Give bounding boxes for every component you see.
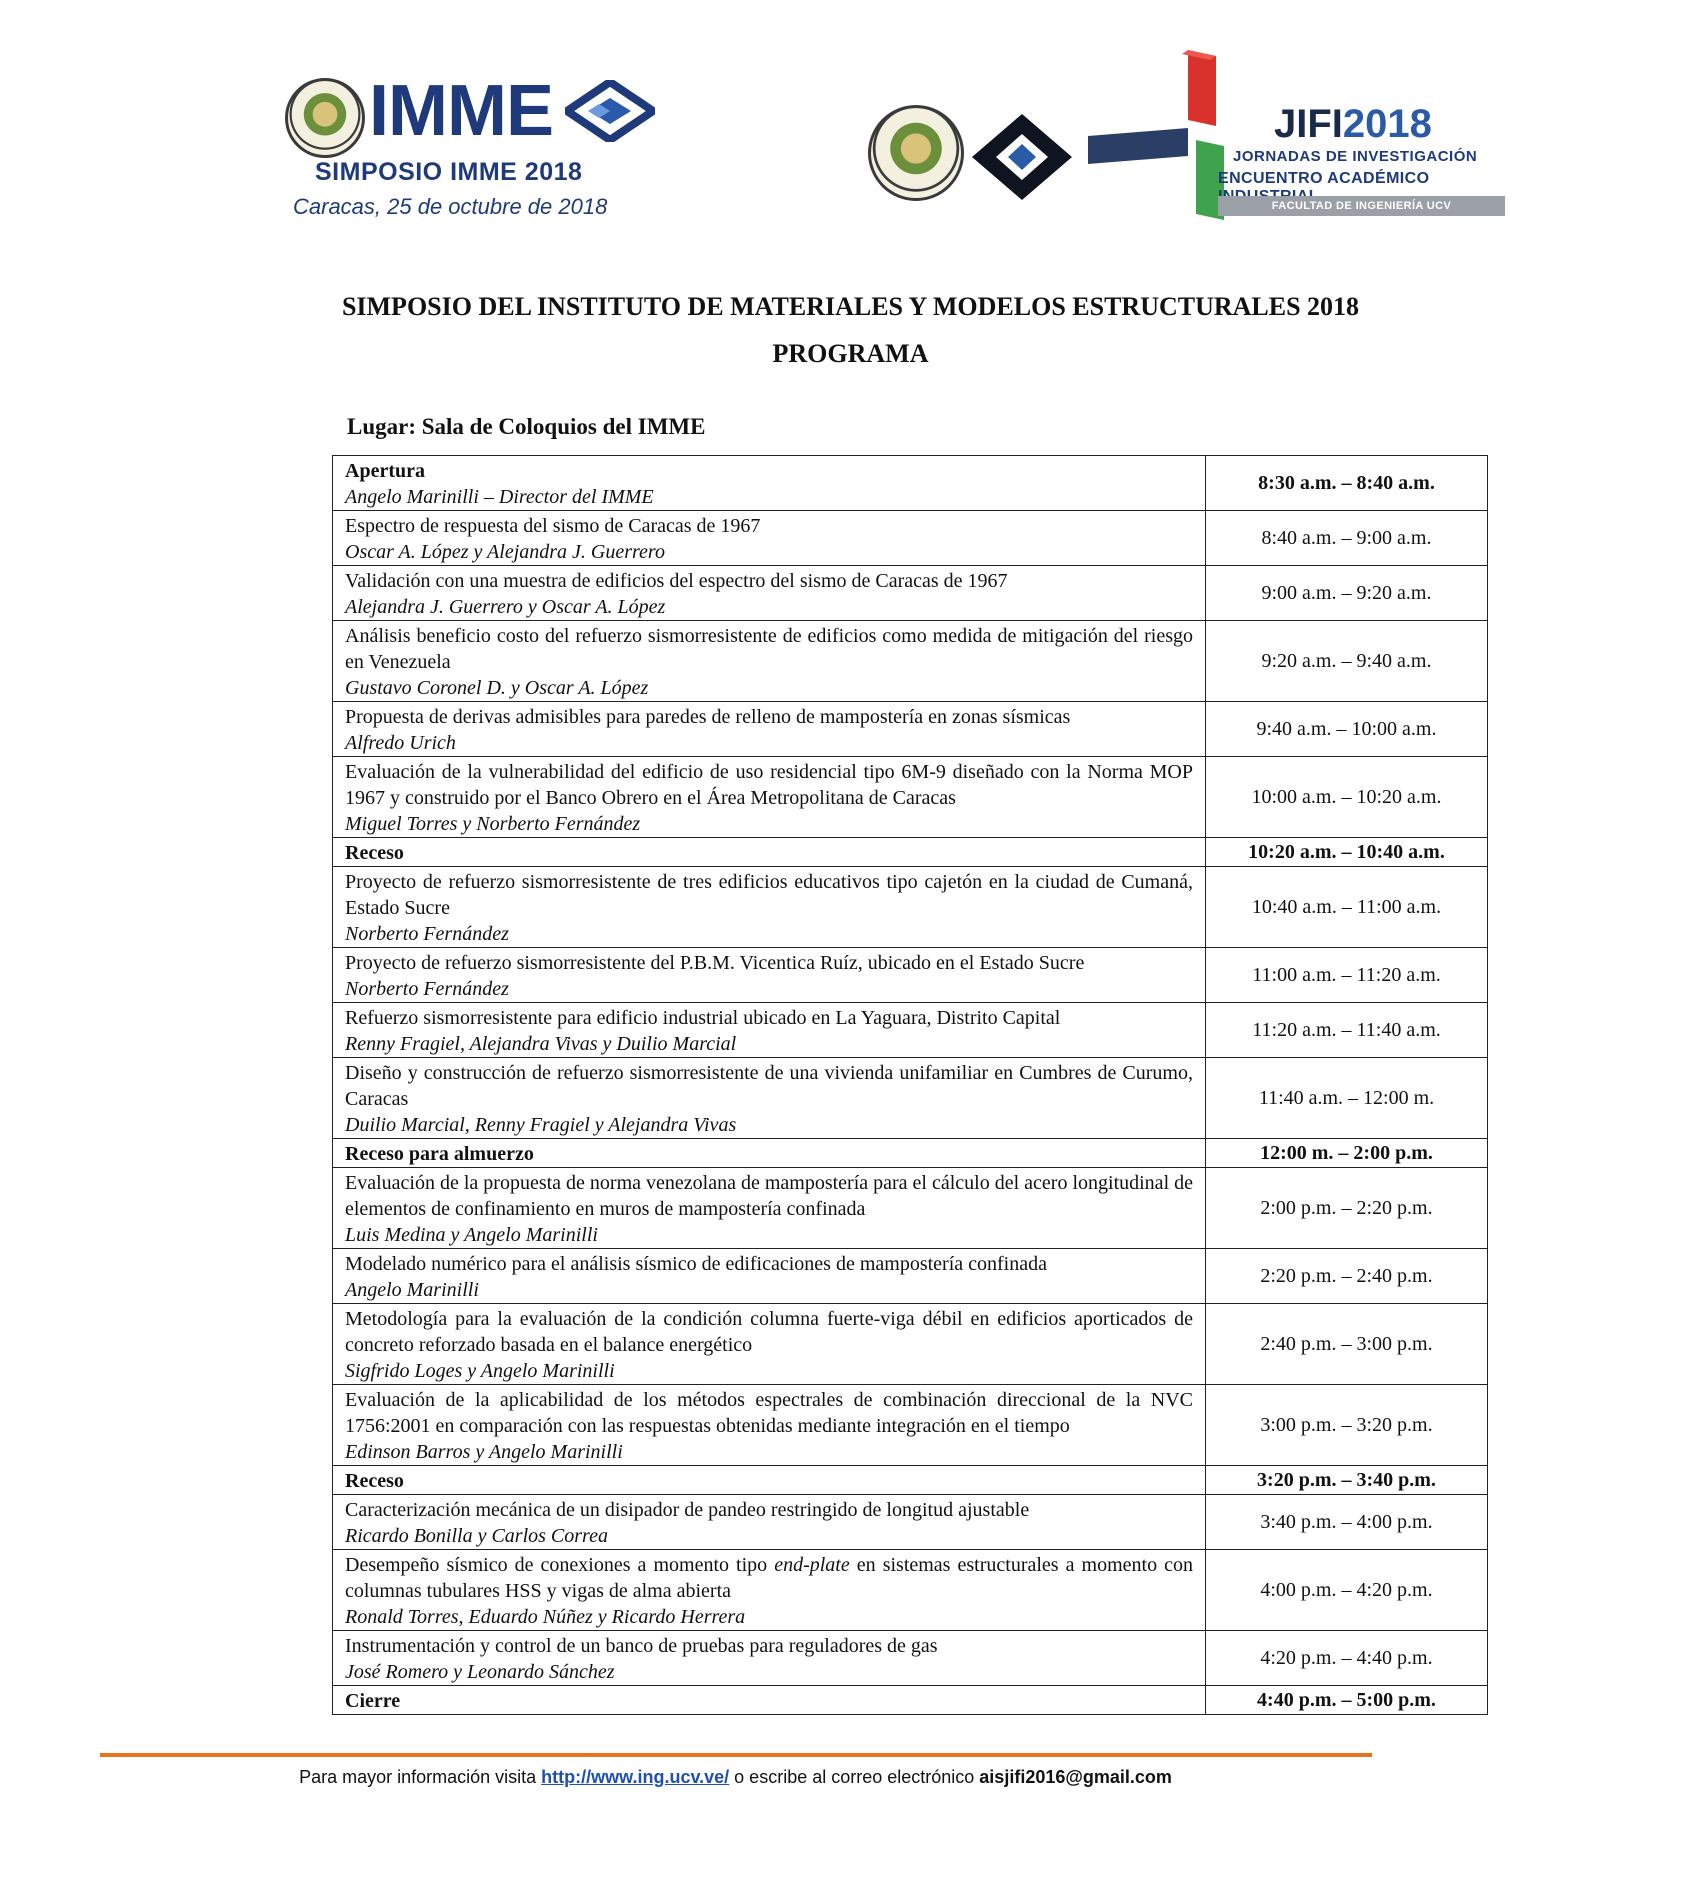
session-time: 3:20 p.m. – 3:40 p.m. bbox=[1206, 1466, 1488, 1495]
program-break-row bbox=[333, 838, 1488, 867]
program-row bbox=[333, 948, 1488, 1003]
session-title: Proyecto de refuerzo sismorresistente de tres edificios educativos tipo cajetón en la ciudad de Cumaná, Estado Sucre bbox=[345, 871, 1193, 919]
session-time: 4:00 p.m. – 4:20 p.m. bbox=[1206, 1550, 1488, 1631]
program-row bbox=[333, 1168, 1488, 1249]
session-time: 4:20 p.m. – 4:40 p.m. bbox=[1206, 1631, 1488, 1686]
session-cell bbox=[333, 948, 1206, 1003]
session-authors: José Romero y Leonardo Sánchez bbox=[345, 1661, 615, 1683]
session-time: 11:00 a.m. – 11:20 a.m. bbox=[1206, 948, 1488, 1003]
program-row bbox=[333, 1058, 1488, 1139]
session-cell bbox=[333, 621, 1206, 702]
imme-logo-word: IMME bbox=[369, 71, 553, 151]
session-cell bbox=[333, 1550, 1206, 1631]
session-heading: Cierre bbox=[345, 1690, 401, 1712]
session-title-part: Desempeño sísmico de conexiones a momento tipo bbox=[345, 1554, 775, 1576]
session-authors: Duilio Marcial, Renny Fragiel y Alejandra Vivas bbox=[345, 1114, 737, 1136]
session-cell bbox=[333, 1495, 1206, 1550]
program-table bbox=[332, 455, 1488, 1715]
document-subtitle: PROGRAMA bbox=[772, 339, 929, 368]
session-title: Evaluación de la propuesta de norma venezolana de mampostería para el cálculo del acero longitudinal de elementos de confinamiento en muros de mampostería confinada bbox=[345, 1172, 1193, 1220]
program-break-row bbox=[333, 456, 1488, 511]
session-heading: Receso para almuerzo bbox=[345, 1143, 534, 1165]
footer-rule bbox=[100, 1753, 1372, 1757]
program-break-row bbox=[333, 1139, 1488, 1168]
session-time: 4:40 p.m. – 5:00 p.m. bbox=[1206, 1686, 1488, 1715]
session-time: 2:40 p.m. – 3:00 p.m. bbox=[1206, 1304, 1488, 1385]
program-row bbox=[333, 1249, 1488, 1304]
program-row bbox=[333, 1550, 1488, 1631]
session-cell bbox=[333, 867, 1206, 948]
session-time: 8:40 a.m. – 9:00 a.m. bbox=[1206, 511, 1488, 566]
session-cell bbox=[333, 1003, 1206, 1058]
session-authors: Luis Medina y Angelo Marinilli bbox=[345, 1224, 598, 1246]
session-cell bbox=[333, 1168, 1206, 1249]
imme-logo bbox=[285, 72, 665, 232]
session-cell bbox=[333, 1249, 1206, 1304]
imme-diamond-mark-icon bbox=[565, 80, 655, 142]
session-authors: Sigfrido Loges y Angelo Marinilli bbox=[345, 1360, 615, 1382]
session-time: 10:00 a.m. – 10:20 a.m. bbox=[1206, 757, 1488, 838]
session-title: Propuesta de derivas admisibles para paredes de relleno de mampostería en zonas sísmicas bbox=[345, 706, 1071, 728]
session-heading: Receso bbox=[345, 842, 404, 864]
session-title: Metodología para la evaluación de la condición columna fuerte-viga débil en edificios aporticados de concreto reforzado basada en el balance energético bbox=[345, 1308, 1193, 1356]
program-break-row bbox=[333, 1466, 1488, 1495]
session-cell bbox=[333, 1631, 1206, 1686]
session-time: 10:20 a.m. – 10:40 a.m. bbox=[1206, 838, 1488, 867]
session-title: Refuerzo sismorresistente para edificio industrial ubicado en La Yaguara, Distrito Capital bbox=[345, 1007, 1061, 1029]
jifi-logo-line3: FACULTAD DE INGENIERÍA UCV bbox=[1218, 196, 1505, 216]
footer-prefix: Para mayor información visita bbox=[299, 1767, 542, 1787]
session-title: Proyecto de refuerzo sismorresistente del P.B.M. Vicentica Ruíz, ubicado en el Estado Sucre bbox=[345, 952, 1085, 974]
footer-text bbox=[0, 1767, 1471, 1788]
session-time: 3:40 p.m. – 4:00 p.m. bbox=[1206, 1495, 1488, 1550]
program-row bbox=[333, 1304, 1488, 1385]
session-cell bbox=[333, 702, 1206, 757]
session-time: 2:00 p.m. – 2:20 p.m. bbox=[1206, 1168, 1488, 1249]
program-row bbox=[333, 566, 1488, 621]
session-authors: Alejandra J. Guerrero y Oscar A. López bbox=[345, 596, 666, 618]
session-authors: Alfredo Urich bbox=[345, 732, 456, 754]
session-authors: Gustavo Coronel D. y Oscar A. López bbox=[345, 677, 649, 699]
session-time: 9:00 a.m. – 9:20 a.m. bbox=[1206, 566, 1488, 621]
session-authors: Ronald Torres, Eduardo Núñez y Ricardo Herrera bbox=[345, 1606, 746, 1628]
session-title: Modelado numérico para el análisis sísmico de edificaciones de mampostería confinada bbox=[345, 1253, 1047, 1275]
session-authors: Oscar A. López y Alejandra J. Guerrero bbox=[345, 541, 665, 563]
program-row bbox=[333, 621, 1488, 702]
session-authors: Miguel Torres y Norberto Fernández bbox=[345, 813, 641, 835]
session-title: Evaluación de la vulnerabilidad del edificio de uso residencial tipo 6M-9 diseñado con la Norma MOP 1967 y construido por el Banco Obrero en el Área Metropolitana de Caracas bbox=[345, 761, 1193, 809]
session-time: 3:00 p.m. – 3:20 p.m. bbox=[1206, 1385, 1488, 1466]
session-title: Evaluación de la aplicabilidad de los métodos espectrales de combinación direccional de la NVC 1756:2001 en comparación con las respuestas obtenidas mediante integración en el tiempo bbox=[345, 1389, 1193, 1437]
session-authors: Norberto Fernández bbox=[345, 923, 509, 945]
session-cell bbox=[333, 1058, 1206, 1139]
program-row bbox=[333, 1495, 1488, 1550]
session-cell bbox=[333, 1686, 1206, 1715]
program-row bbox=[333, 1385, 1488, 1466]
jifi-logo bbox=[868, 48, 1518, 228]
session-time: 9:20 a.m. – 9:40 a.m. bbox=[1206, 621, 1488, 702]
session-cell bbox=[333, 757, 1206, 838]
document-title: SIMPOSIO DEL INSTITUTO DE MATERIALES Y MODELOS ESTRUCTURALES 2018 bbox=[341, 292, 1360, 321]
program-row bbox=[333, 757, 1488, 838]
footer-middle: o escribe al correo electrónico bbox=[729, 1767, 980, 1787]
program-break-row bbox=[333, 1686, 1488, 1715]
ucv-seal-icon bbox=[285, 78, 365, 158]
session-time: 12:00 m. – 2:00 p.m. bbox=[1206, 1139, 1488, 1168]
session-cell bbox=[333, 511, 1206, 566]
session-cell bbox=[333, 1304, 1206, 1385]
jifi-logo-line2: ENCUENTRO ACADÉMICO bbox=[1218, 170, 1430, 187]
session-authors: Angelo Marinilli bbox=[345, 1279, 479, 1301]
session-heading: Apertura bbox=[345, 460, 425, 482]
session-cell bbox=[333, 566, 1206, 621]
session-authors: Edinson Barros y Angelo Marinilli bbox=[345, 1441, 623, 1463]
venue-label: Lugar: Sala de Coloquios del IMME bbox=[347, 414, 706, 439]
session-title: Análisis beneficio costo del refuerzo sismorresistente de edificios como medida de mitigación del riesgo en Venezuela bbox=[345, 625, 1193, 673]
imme-logo-subtitle: SIMPOSIO IMME 2018 bbox=[315, 158, 583, 186]
ucv-seal-icon bbox=[868, 105, 964, 201]
session-title: Caracterización mecánica de un disipador de pandeo restringido de longitud ajustable bbox=[345, 1499, 1030, 1521]
session-time: 10:40 a.m. – 11:00 a.m. bbox=[1206, 867, 1488, 948]
footer-email: aisjifi2016@gmail.com bbox=[979, 1767, 1172, 1787]
imme-logo-date: Caracas, 25 de octubre de 2018 bbox=[293, 194, 608, 219]
session-authors: Renny Fragiel, Alejandra Vivas y Duilio Marcial bbox=[345, 1033, 737, 1055]
ucv-engineering-mark-icon bbox=[970, 112, 1074, 202]
session-title: Instrumentación y control de un banco de pruebas para reguladores de gas bbox=[345, 1635, 938, 1657]
session-authors: Ricardo Bonilla y Carlos Correa bbox=[345, 1525, 608, 1547]
session-title bbox=[345, 1552, 1193, 1604]
session-heading: Receso bbox=[345, 1470, 404, 1492]
program-table-body bbox=[333, 456, 1488, 1715]
session-title: Espectro de respuesta del sismo de Caracas de 1967 bbox=[345, 515, 761, 537]
session-authors: Angelo Marinilli – Director del IMME bbox=[345, 486, 654, 508]
program-row bbox=[333, 702, 1488, 757]
session-title: Validación con una muestra de edificios del espectro del sismo de Caracas de 1967 bbox=[345, 570, 1008, 592]
session-cell bbox=[333, 1385, 1206, 1466]
session-time: 11:40 a.m. – 12:00 m. bbox=[1206, 1058, 1488, 1139]
session-title: Diseño y construcción de refuerzo sismorresistente de una vivienda unifamiliar en Cumbres de Curumo, Caracas bbox=[345, 1062, 1193, 1110]
program-row bbox=[333, 1631, 1488, 1686]
session-time: 2:20 p.m. – 2:40 p.m. bbox=[1206, 1249, 1488, 1304]
session-time: 11:20 a.m. – 11:40 a.m. bbox=[1206, 1003, 1488, 1058]
session-cell bbox=[333, 1466, 1206, 1495]
session-time: 8:30 a.m. – 8:40 a.m. bbox=[1206, 456, 1488, 511]
session-cell bbox=[333, 838, 1206, 867]
program-row bbox=[333, 1003, 1488, 1058]
jifi-logo-title: JIFI2018 bbox=[1274, 102, 1432, 146]
program-row bbox=[333, 867, 1488, 948]
session-time: 9:40 a.m. – 10:00 a.m. bbox=[1206, 702, 1488, 757]
session-authors: Norberto Fernández bbox=[345, 978, 509, 1000]
program-row bbox=[333, 511, 1488, 566]
session-cell bbox=[333, 1139, 1206, 1168]
footer-website-link[interactable]: http://www.ing.ucv.ve/ bbox=[541, 1767, 730, 1787]
session-cell bbox=[333, 456, 1206, 511]
session-title-part: en sistemas estructurales a momento con columnas tubulares HSS y vigas de alma abierta bbox=[345, 1554, 1193, 1602]
session-title-emphasis: end-plate bbox=[774, 1554, 850, 1576]
jifi-logo-line1: JORNADAS DE INVESTIGACIÓN bbox=[1233, 148, 1478, 165]
